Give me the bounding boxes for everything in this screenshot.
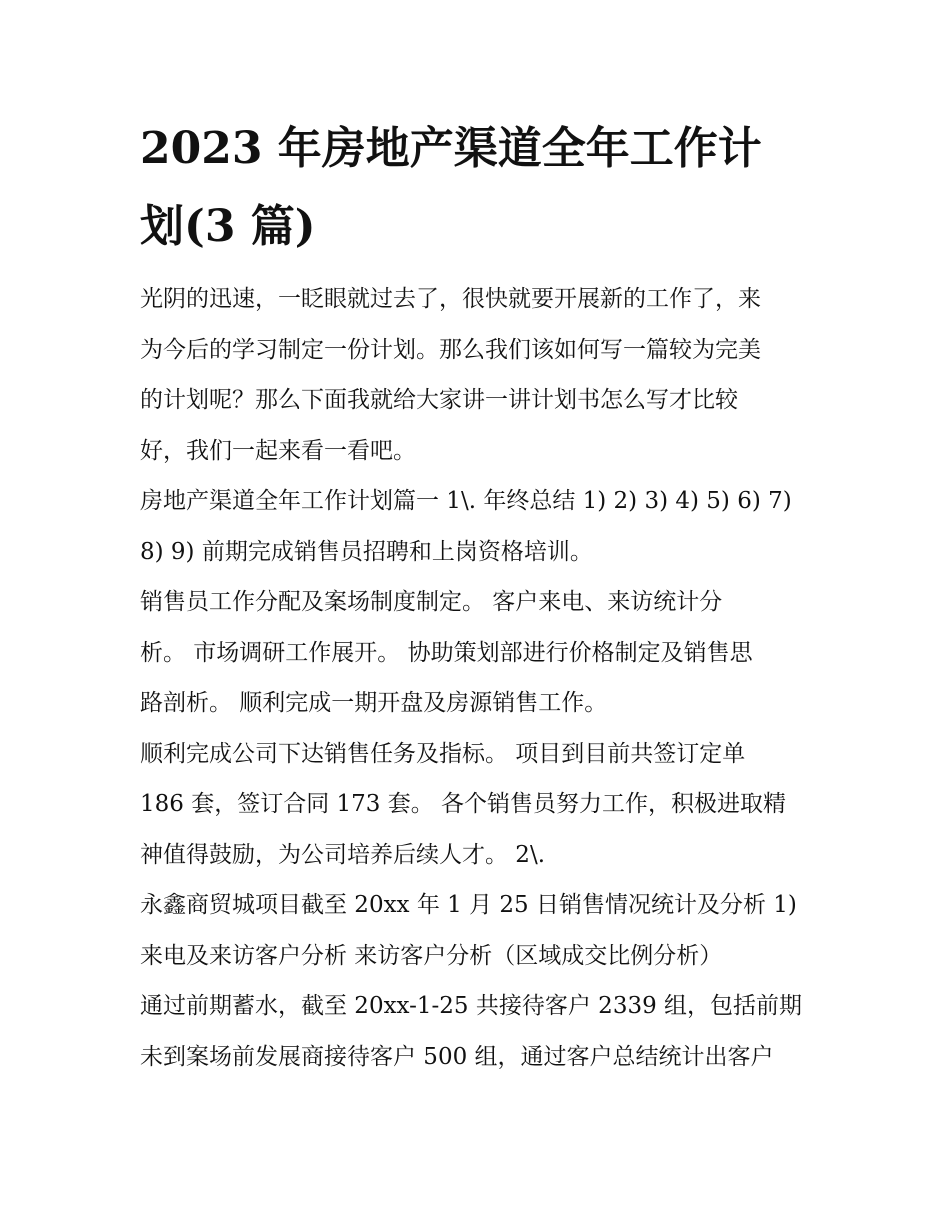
text-line: 来电及来访客户分析 来访客户分析（区域成交比例分析） bbox=[140, 942, 723, 969]
text-line: 186 套，签订合同 173 套。 各个销售员努力工作，积极进取精 bbox=[140, 791, 787, 817]
text-line: 销售员工作分配及案场制度制定。 客户来电、来访统计分 bbox=[140, 589, 723, 615]
text-line: 永鑫商贸城项目截至 20xx 年 1 月 25 日销售情况统计及分析 1) bbox=[140, 892, 797, 918]
paragraph-sales-results bbox=[140, 729, 820, 881]
text-line: 通过前期蓄水，截至 20xx-1-25 共接待客户 2339 组，包括前期 bbox=[140, 993, 803, 1019]
title-line: 2023 年房地产渠道全年工作计 bbox=[140, 123, 762, 174]
text-line: 好，我们一起来看一看吧。 bbox=[140, 437, 416, 464]
document-body bbox=[140, 110, 820, 1082]
paragraph-intro bbox=[140, 274, 820, 476]
text-line: 房地产渠道全年工作计划篇一 1\. 年终总结 1) 2) 3) 4) 5) 6) 7) bbox=[140, 488, 792, 514]
text-line: 析。 市场调研工作展开。 协助策划部进行价格制定及销售思 bbox=[140, 639, 753, 666]
text-line: 光阴的迅速，一眨眼就过去了，很快就要开展新的工作了，来 bbox=[140, 286, 761, 312]
title-line: 划(3 篇) bbox=[140, 201, 316, 252]
text-line: 8) 9) 前期完成销售员招聘和上岗资格培训。 bbox=[140, 538, 593, 565]
paragraph-customer-analysis bbox=[140, 981, 820, 1082]
text-line: 神值得鼓励，为公司培养后续人才。 2\. bbox=[140, 841, 546, 868]
paragraph-project-stats bbox=[140, 880, 820, 981]
paragraph-sales-work bbox=[140, 577, 820, 729]
paragraph-part-one bbox=[140, 476, 820, 577]
text-line: 未到案场前发展商接待客户 500 组，通过客户总结统计出客户 bbox=[140, 1043, 774, 1070]
document-title bbox=[140, 110, 820, 266]
text-line: 路剖析。 顺利完成一期开盘及房源销售工作。 bbox=[140, 690, 608, 716]
text-line: 的计划呢？那么下面我就给大家讲一讲计划书怎么写才比较 bbox=[140, 387, 738, 413]
text-line: 顺利完成公司下达销售任务及指标。 项目到目前共签订定单 bbox=[140, 740, 746, 767]
text-line: 为今后的学习制定一份计划。那么我们该如何写一篇较为完美 bbox=[140, 336, 761, 363]
